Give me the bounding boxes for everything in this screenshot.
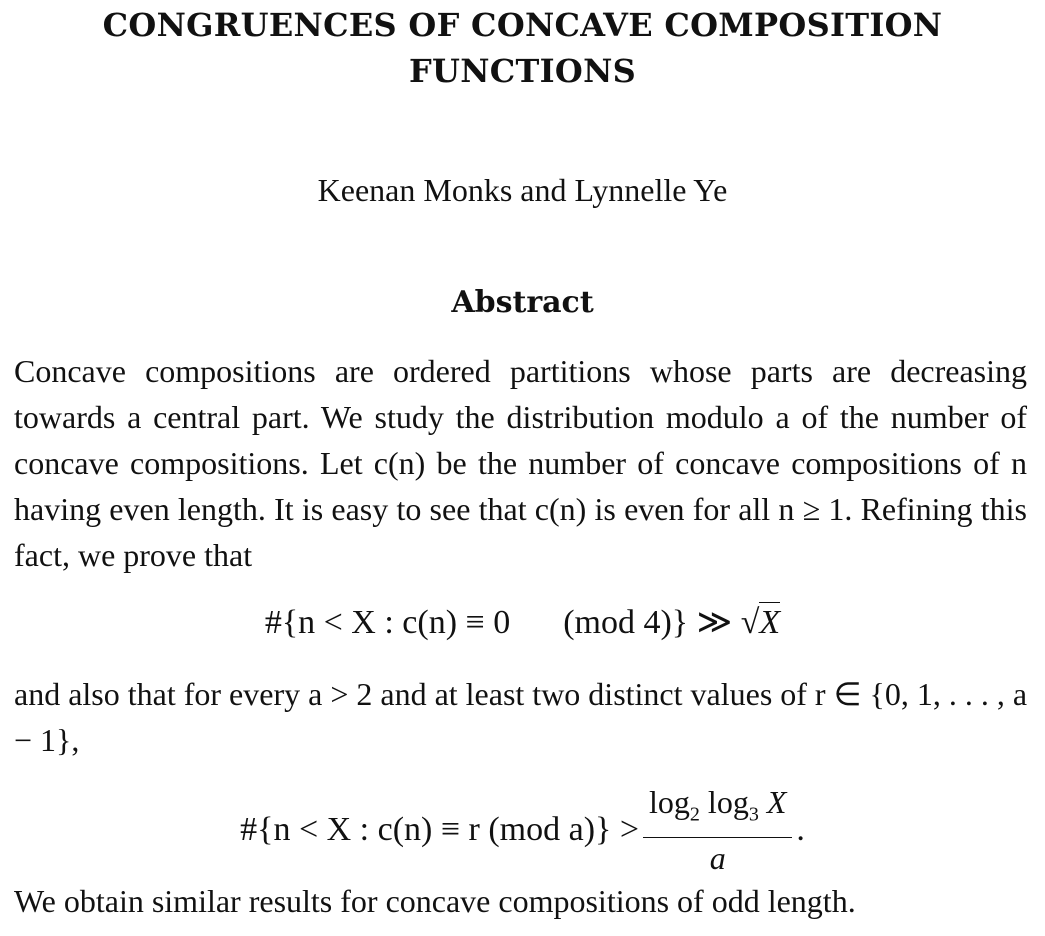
equation-1-left: #{n < X : c(n) ≡ 0 — [264, 604, 511, 641]
paper-authors: Keenan Monks and Lynnelle Ye — [317, 172, 728, 208]
paper-title — [0, 2, 1045, 94]
equation-1 — [0, 598, 1045, 648]
paper-title-line-2: FUNCTIONS — [408, 52, 637, 90]
abstract-paragraph-1: Concave compositions are ordered partitions whose parts are decreasing towards a central part. We study the distribution modulo a of the number of concave compositions. Let c(n) be the number of concave compositions of n having even length. It is easy to see that c(n) is even for all n ≥ 1. Refining this fact, we prove that — [14, 353, 1027, 573]
equation-1-mod: (mod 4)} ≫ √ — [563, 604, 760, 641]
equation-1-sqrt-argument: X — [759, 604, 781, 641]
equation-2-fraction — [643, 782, 792, 877]
equation-2-left: #{n < X : c(n) ≡ r (mod a)} > — [240, 811, 640, 848]
paper-title-line-1: CONGRUENCES OF CONCAVE COMPOSITION — [102, 6, 943, 44]
equation-2-numerator: $\log_2 \log_3 X$ — [643, 782, 792, 837]
equation-2-denominator: a — [709, 839, 726, 876]
abstract-paragraph-3: We obtain similar results for concave compositions of odd length. — [14, 883, 856, 919]
equation-2 — [0, 784, 1045, 876]
abstract-paragraph-2: and also that for every a > 2 and at least two distinct values of r ∈ {0, 1, . . . , a − 1}, — [14, 676, 1028, 758]
abstract-heading: Abstract — [451, 285, 594, 320]
equation-2-end: . — [796, 811, 805, 848]
